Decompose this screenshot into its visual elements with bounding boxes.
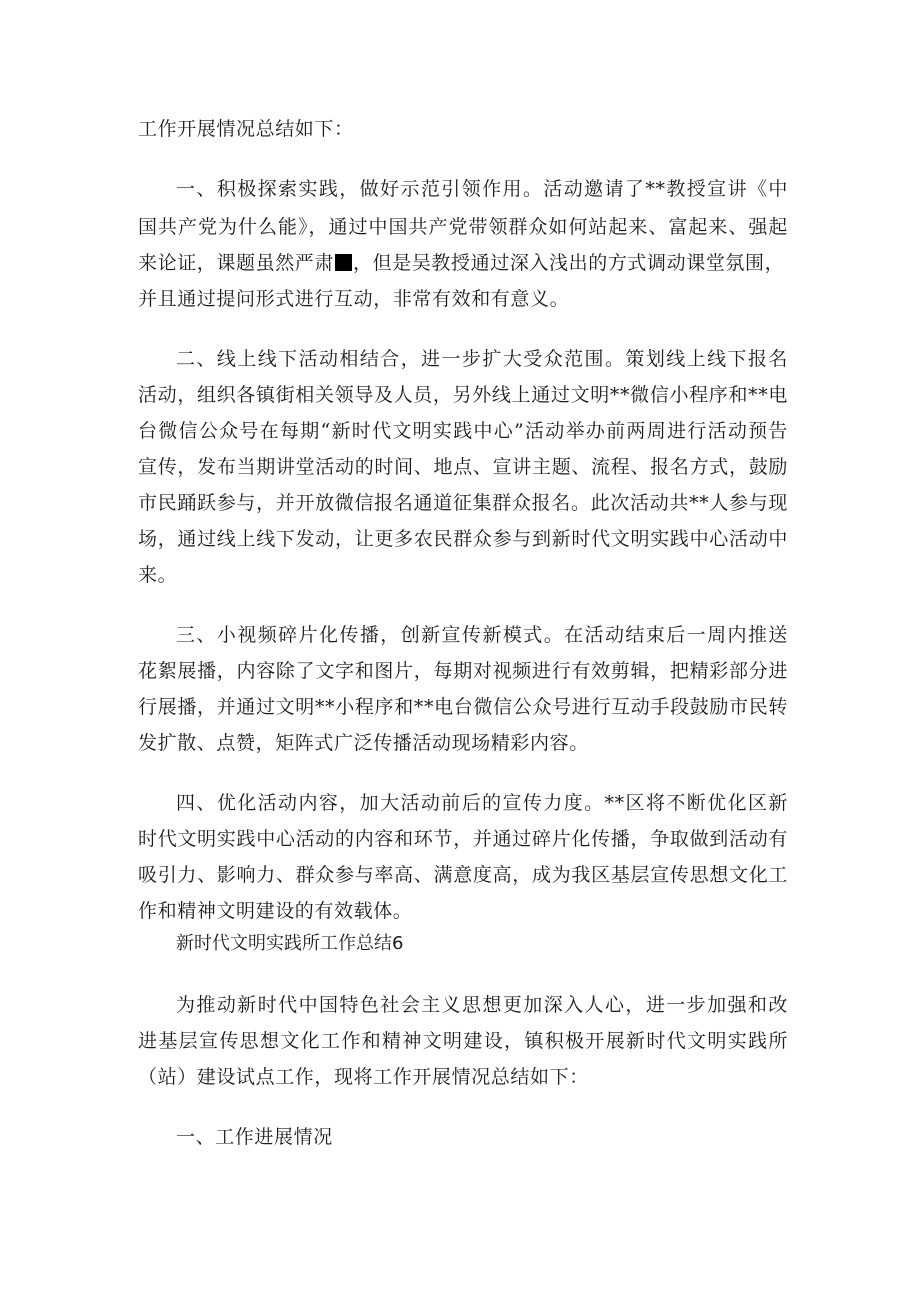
- intro-line: 工作开展情况总结如下：: [138, 118, 354, 140]
- section2-line3: 台微信公众号在每期“新时代文明实践中心”活动举办前两周进行活动预告: [138, 420, 788, 442]
- redaction-mark: [335, 254, 352, 271]
- section1-line4: 并且通过提问形式进行互动，非常有效和有意义。: [138, 288, 570, 310]
- section3-line3: 行展播，并通过文明**小程序和**电台微信公众号进行互动手段鼓励市民转: [138, 696, 788, 718]
- section3-line1: 三、小视频碎片化传播，创新宣传新模式。在活动结束后一周内推送: [176, 624, 788, 646]
- subheading: 一、工作进展情况: [176, 1126, 333, 1148]
- section2-line6: 场，通过线上线下发动，让更多农民群众参与到新时代文明实践中心活动中: [138, 528, 788, 550]
- section4-line1: 四、优化活动内容，加大活动前后的宣传力度。**区将不断优化区新: [176, 792, 788, 814]
- section1-line3: [138, 254, 788, 273]
- section6-line1: 为推动新时代中国特色社会主义思想更加深入人心，进一步加强和改: [176, 994, 788, 1016]
- section3-line4: 发扩散、点赞，矩阵式广泛传播活动现场精彩内容。: [138, 732, 589, 754]
- section-heading: 新时代文明实践所工作总结6: [176, 933, 404, 954]
- section2-line2: 活动，组织各镇街相关领导及人员，另外线上通过文明**微信小程序和**电: [138, 384, 788, 406]
- section1-line1: 一、积极探索实践，做好示范引领作用。活动邀请了**教授宣讲《中: [176, 178, 788, 200]
- section1-line3-part2: ，但是吴教授通过深入浅出的方式调动课堂氛围，: [353, 252, 785, 274]
- section2-line1: 二、线上线下活动相结合，进一步扩大受众范围。策划线上线下报名: [176, 348, 788, 370]
- section3-line2: 花絮展播，内容除了文字和图片，每期对视频进行有效剪辑，把精彩部分进: [138, 660, 788, 682]
- section4-line4: 作和精神文明建设的有效载体。: [138, 900, 413, 922]
- section2-line5: 市民踊跃参与，并开放微信报名通道征集群众报名。此次活动共**人参与现: [138, 492, 788, 514]
- section6-line3: （站）建设试点工作，现将工作开展情况总结如下：: [138, 1066, 589, 1088]
- section2-line7: 来。: [138, 564, 178, 586]
- section4-line3: 吸引力、影响力、群众参与率高、满意度高，成为我区基层宣传思想文化工: [138, 864, 788, 886]
- section6-line2: 进基层宣传思想文化工作和精神文明建设，镇积极开展新时代文明实践所: [138, 1030, 788, 1052]
- section2-line4: 宣传，发布当期讲堂活动的时间、地点、宣讲主题、流程、报名方式，鼓励: [138, 456, 788, 478]
- section4-line2: 时代文明实践中心活动的内容和环节，并通过碎片化传播，争取做到活动有: [138, 828, 788, 850]
- section1-line2: 国共产党为什么能》，通过中国共产党带领群众如何站起来、富起来、强起: [138, 216, 788, 238]
- section1-line3-part1: 来论证，课题虽然严肃: [138, 252, 335, 274]
